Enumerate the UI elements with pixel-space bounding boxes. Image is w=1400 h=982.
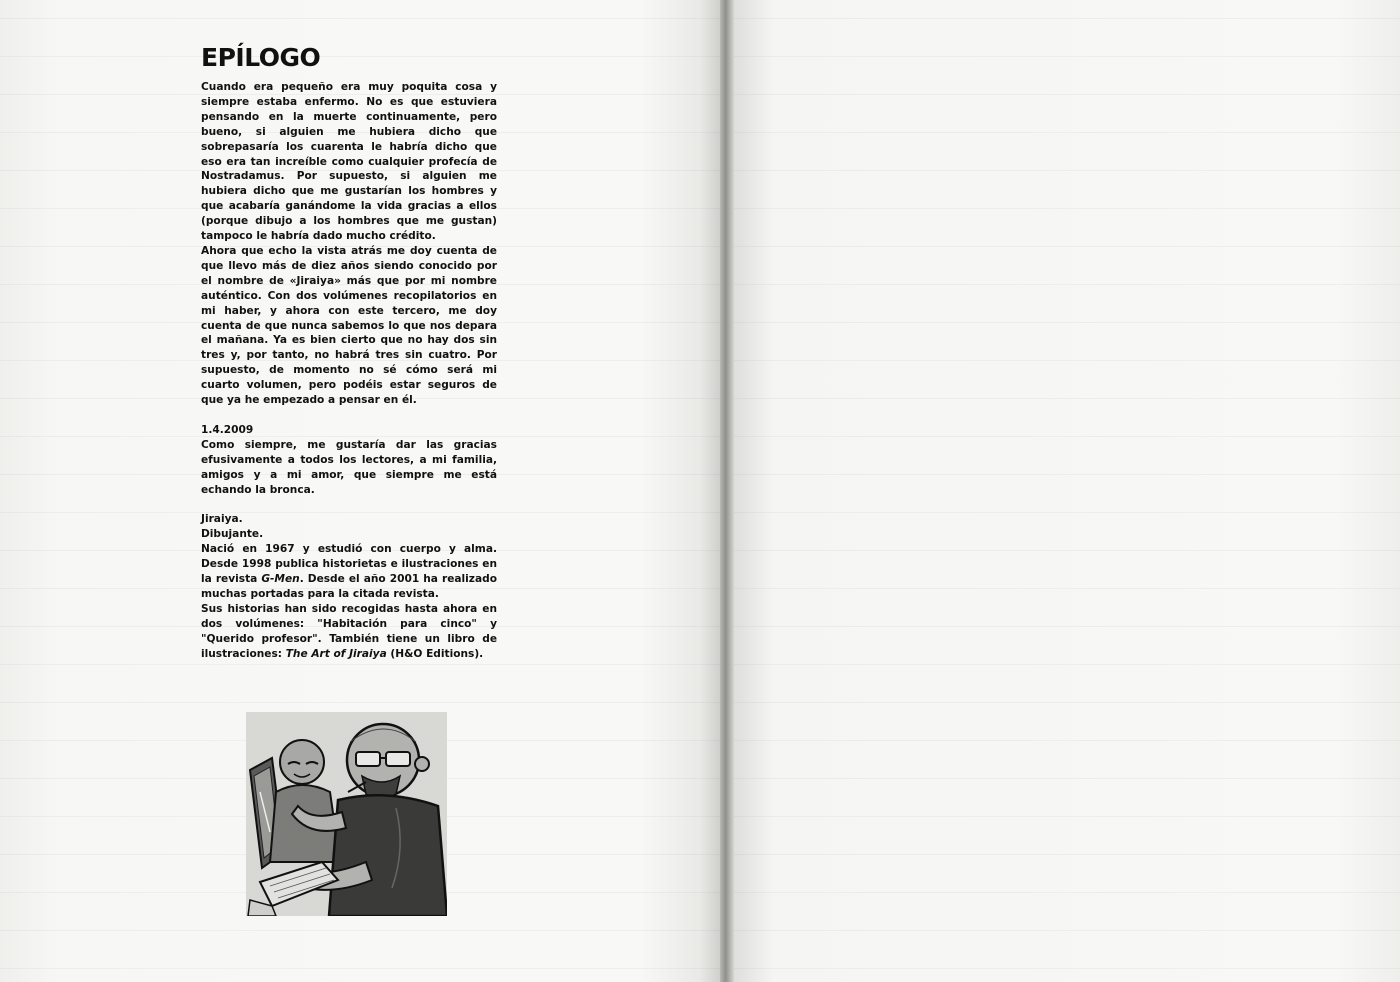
author-illustration bbox=[246, 712, 447, 916]
bio-paragraph-1 bbox=[201, 542, 497, 602]
bio-p1-text-a: Nació en 1967 y estudió con cuerpo y alma. Desde 1998 publica historietas e ilustraciones en la revista bbox=[201, 543, 497, 586]
bio-p2-text-b: (H&O Editions). bbox=[386, 647, 484, 660]
epilogue-title: EPÍLOGO bbox=[201, 43, 321, 72]
right-page bbox=[734, 0, 1400, 982]
bio-magazine-name: G-Men bbox=[261, 573, 300, 586]
epilogue-paragraph-1: Cuando era pequeño era muy poquita cosa y siempre estaba enfermo. No es que estuviera pensando en la muerte continuamente, pero bueno, si alguien me hubiera dicho que sobrepasaría los cuarenta le habría dicho que eso era tan increíble como cualquier profecía de Nostradamus. Por supuesto, si alguien me hubiera dicho que me gustarían los hombres y que acabaría ganándome la vida gracias a ellos (porque dibujo a los hombres que me gustan) tampoco le habría dado mucho crédito. bbox=[201, 81, 497, 243]
bio-name: Jiraiya. bbox=[201, 513, 243, 526]
bio-role: Dibujante. bbox=[201, 528, 264, 541]
epilogue-date: 1.4.2009 bbox=[201, 423, 254, 436]
bio-p2-text-a: Sus historias han sido recogidas hasta ahora en dos volúmenes: "Habitación para cinco" y "Querido profesor". También tiene un libro de ilustraciones: bbox=[201, 602, 497, 660]
bio-p1-text-b: . Desde el año 2001 ha realizado muchas portadas para la citada revista. bbox=[201, 573, 497, 600]
epilogue-paragraph-3: Como siempre, me gustaría dar las gracias efusivamente a todos los lectores, a mi familia, amigos y a mi amor, que siempre me está echando la bronca. bbox=[201, 438, 497, 496]
bio-book-title: The Art of Jiraiya bbox=[285, 647, 387, 660]
show-through-texture-right bbox=[734, 0, 1400, 982]
epilogue-paragraph-2: Ahora que echo la vista atrás me doy cuenta de que llevo más de diez años siendo conocido por el nombre de «Jiraiya» más que por mi nombre auténtico. Con dos volúmenes recopilatorios en mi haber, y ahora con este tercero, me doy cuenta de que nunca sabemos lo que nos depara el mañana. Ya es bien cierto que no hay dos sin tres y, por tanto, no habrá tres sin cuatro. Por supuesto, de momento no sé cómo será mi cuarto volumen, pero podéis estar seguros de que ya he empezado a pensar en él. bbox=[201, 244, 497, 407]
epilogue-column bbox=[201, 42, 497, 662]
bio-paragraph-2 bbox=[201, 602, 497, 662]
book-gutter bbox=[720, 0, 734, 982]
author-portrait-drawing bbox=[246, 712, 447, 916]
